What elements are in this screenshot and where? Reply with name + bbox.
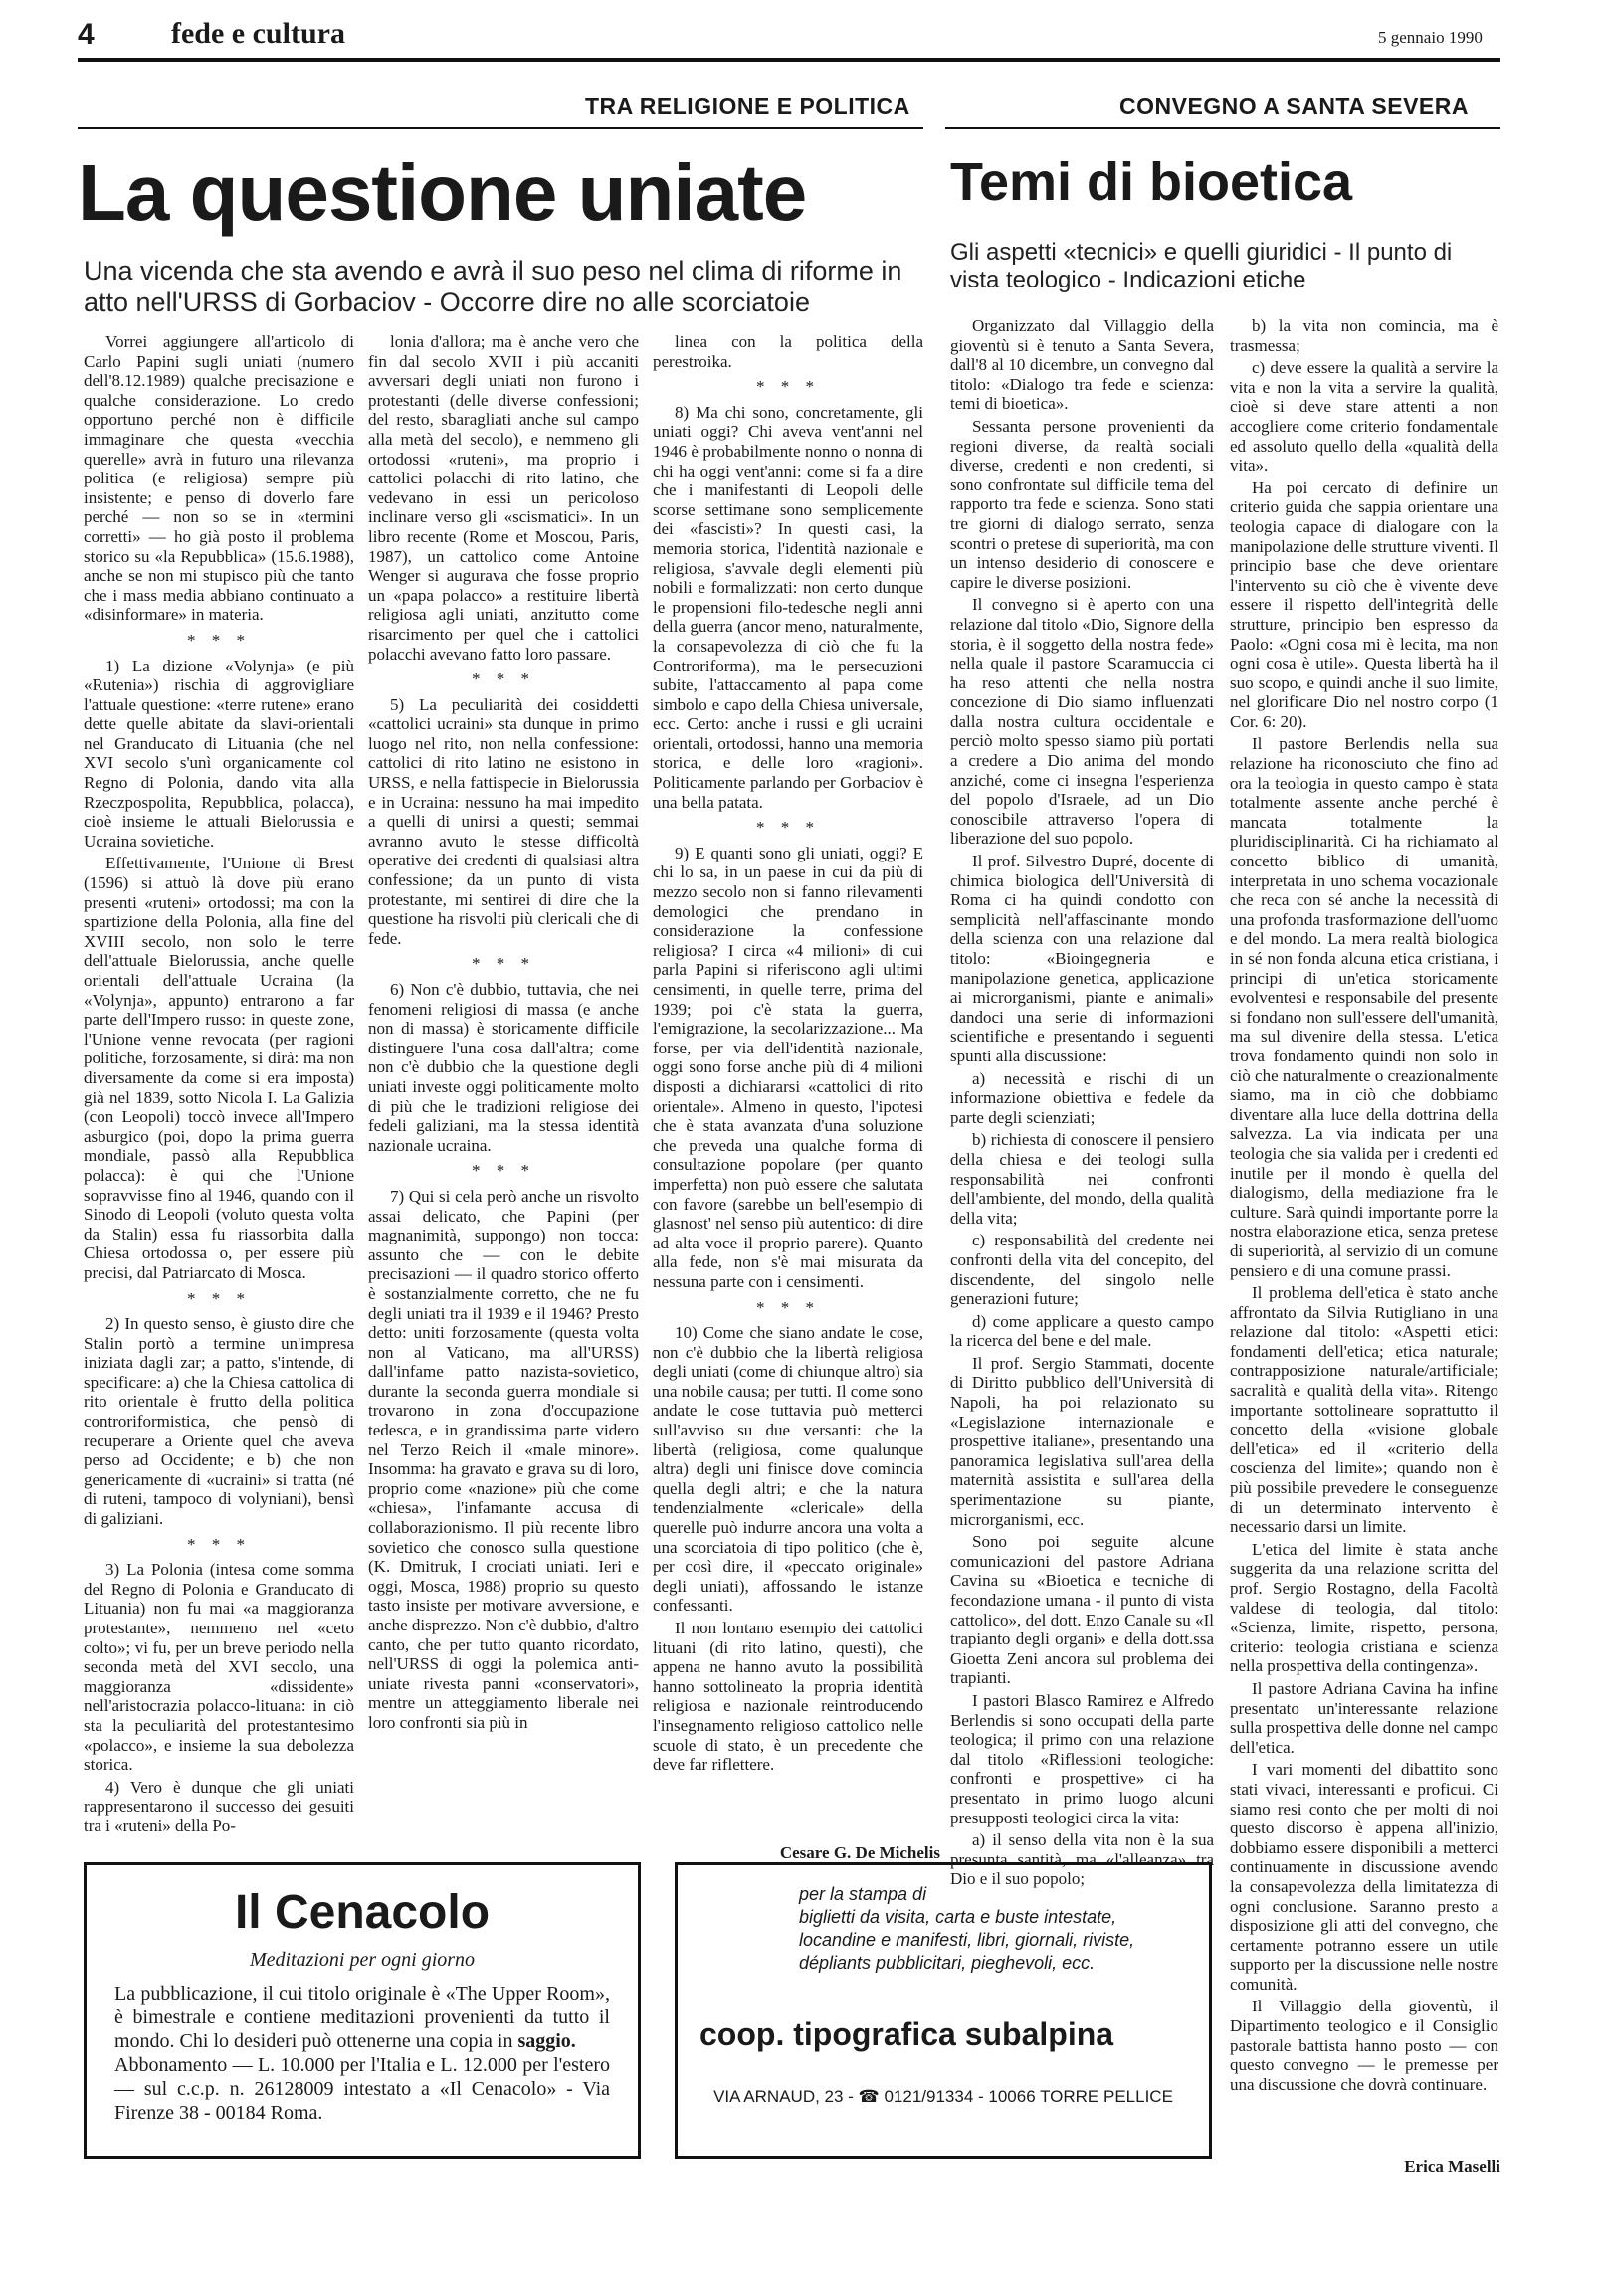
ad-cenacolo-subscription: Abbonamento — L. 10.000 per l'Italia e L. 12.000 per l'estero — sul c.c.p. n. 26128009 intestato a «Il Cenacolo» - Via Firenze 38 - 00184 Roma. — [114, 2054, 610, 2124]
paragraph: Sono poi seguite alcune comunicazioni del pastore Adriana Cavina su «Bioetica e tecniche di fecondazione umana - il punto di vista cattolico», del dott. Enzo Canale su «Il trapianto degli organi» e della dott.ssa Gioetta Zeni ancora sul problema dei trapianti. — [950, 1532, 1214, 1688]
paragraph: I pastori Blasco Ramirez e Alfredo Berlendis si sono occupati della parte teologica; il primo con una relazione dal titolo «Riflessioni teologiche: confronti e prospettive» ci ha presentato in primo luogo alcuni presupposti teologici circa la vita: — [950, 1690, 1214, 1827]
ad-tipografia-name: coop. tipografica subalpina — [699, 2016, 1114, 2052]
left-column-2 — [368, 332, 639, 1854]
paragraph: L'etica del limite è stata anche suggerita da una relazione scritta del prof. Sergio Rostagno, della Facoltà valdese di teologia, dal titolo: «Scienza, limite, rispetto, persona, criterio: teologia cristiana e scienza nella prospettiva della contingenza». — [1230, 1539, 1498, 1676]
section-separator: * * * — [187, 1288, 251, 1308]
paragraph: 5) La peculiarità dei cosiddetti «cattolici ucraini» sta dunque in primo luogo nel rito, non nella confessione: cattolici di rito latino ne esistono in URSS, e nella fattispecie in Bielorussia e in Ucraina: nessuno ha mai impedito a quelli di unirsi a questi; semmai avranno avuto le stesse difficoltà operative dei credenti di qualsiasi altra confessione; da un punto di vista protestante, mi sentirei di dire che la questione ha risvolti più clericali che di fede. — [368, 694, 639, 948]
right-column-2 — [1230, 316, 1498, 2296]
paragraph: I vari momenti del dibattito sono stati vivaci, interessanti e proficui. Ci siamo resi conto che per molti di noi questo discorso è appena all'inizio, dobbiamo essere disponibili a metterci continuamente in discussione avendo la consapevolezza della limitatezza di ogni conclusione. Saranno presto a disposizione gli atti del convegno, che certamente potranno essere un utile supporto per la discussione nelle nostre comunità. — [1230, 1760, 1498, 1994]
right-signature: Erica Maselli — [1404, 2157, 1500, 2176]
paragraph: Il convegno si è aperto con una relazione dal titolo «Dio, Signore della storia, è il soggetto della nostra fede» nella quale il pastore Scaramuccia ci ha reso attenti che nella nostra concezione di Dio siamo influenzati dalla nostra cultura occidentale e perciò molto spesso siamo più portati a credere a Dio anima del mondo anziché, come ci insegna l'esperienza del popolo d'Israele, ad un Dio conoscibile attraverso l'opera di liberazione del suo popolo. — [950, 595, 1214, 849]
paragraph: lonia d'allora; ma è anche vero che fin dal secolo XVII i più accaniti avversari degli uniati non furono i protestanti (delle diverse confessioni; del resto, sbaragliati anche sul campo alla metà del secolo), e nemmeno gli ortodossi «ruteni», ma proprio i cattolici polacchi di rito latino, che vedevano in essi un pericoloso inclinare verso gli «scismatici». In un libro recente (Rome et Moscou, Paris, 1987), un cattolico come Antoine Wenger si augurava che fosse proprio un «papa polacco» a restituire libertà religiosa agli uniati, anzitutto come risarcimento per quel che i cattolici polacchi avevano fatto loro passare. — [368, 332, 639, 664]
section-separator: * * * — [187, 1534, 251, 1554]
paragraph: Il pastore Adriana Cavina ha infine presentato un'interessante relazione sulla prospettiva delle donne nel campo dell'etica. — [1230, 1678, 1498, 1757]
section-separator: * * * — [756, 818, 820, 838]
ad-cenacolo-saggio: saggio. — [517, 2030, 576, 2052]
paragraph: 10) Come che siano andate le cose, non c'è dubbio che la libertà religiosa degli uniati (come di chiunque altro) sia una nobile causa; per tutti. Il come sono andate le cose tuttavia può metterci sull'avviso su due versanti: che la libertà (religiosa, come qualunque altra) degli uni finisce dove comincia quella degli altri; e che la natura tendenzialmente «clericale» della querelle può indurre ancora una volta a una scorciatoia di tipo politico (che è, per così dire, il «peccato originale» degli uniati), affossando le istanze confessanti. — [653, 1323, 923, 1616]
left-kicker-rule — [78, 127, 923, 129]
paragraph: 2) In questo senso, è giusto dire che Stalin portò a termine un'impresa iniziata dagli zar; a patto, s'intende, di specificare: a) che la Chiesa cattolica di rito orientale è frutto della politica controriformistica, che pensò di recuperare a Oriente quel che aveva perso ad Occidente; e b) che non genericamente di «ucraini» si tratta (né di ruteni, tampoco di volyniani), bensì di galiziani. — [84, 1314, 354, 1529]
section-separator: * * * — [472, 1161, 535, 1181]
paragraph: b) richiesta di conoscere il pensiero della chiesa e dei teologi sulla responsabilità nei confronti dell'ambiente, del mondo, della qualità della vita; — [950, 1130, 1214, 1228]
section-separator: * * * — [756, 1297, 820, 1317]
left-column-1 — [84, 332, 354, 1854]
issue-date: 5 gennaio 1990 — [1378, 28, 1483, 47]
paragraph: 3) La Polonia (intesa come somma del Regno di Polonia e Granducato di Lituania) non fu mai «a maggioranza protestante», nemmeno nel «ceto colto»; vi fu, per un breve periodo nella seconda metà del XVI secolo, una maggioranza «dissidente» nell'aristocrazia polacco-lituana: in ciò sta la peculiarità del protestantesimo «polacco», e insieme la sua debolezza storica. — [84, 1560, 354, 1775]
ad-tipografia-line: per la stampa di — [799, 1884, 927, 1904]
paragraph: Il non lontano esempio dei cattolici lituani (di rito latino, questi), che appena ne hanno avuto la possibilità hanno sottolineato la propria identità religiosa e nazionale reintroducendo l'insegnamento religioso cattolico nelle scuole di stato, è un precedente che deve far riflettere. — [653, 1619, 923, 1775]
ad-tipografia-line: dépliants pubblicitari, pieghevoli, ecc. — [799, 1953, 1096, 1973]
left-subtitle: Una vicenda che sta avendo e avrà il suo peso nel clima di riforme in atto nell'URSS di Gorbaciov - Occorre dire no alle scorciatoie — [84, 256, 902, 317]
paragraph: Il Villaggio della gioventù, il Dipartimento teologico e il Consiglio pastorale battista hanno posto — con questo convegno — le premesse per una discussione che dovrà continuare. — [1230, 1997, 1498, 2094]
section-name: fede e cultura — [171, 17, 345, 50]
ad-tipografia-services — [799, 1883, 1187, 1975]
section-separator: * * * — [472, 670, 535, 689]
ad-tipografia-address: VIA ARNAUD, 23 - ☎ 0121/91334 - 10066 TORRE PELLICE — [713, 2087, 1173, 2106]
ad-cenacolo-title: Il Cenacolo — [234, 1886, 491, 1939]
ad-cenacolo-tagline: Meditazioni per ogni giorno — [249, 1949, 476, 1971]
right-column-1 — [950, 316, 1214, 1889]
paragraph: Il problema dell'etica è stato anche affrontato da Silvia Rutigliano in una relazione dal titolo: «Aspetti etici: fondamenti dell'etica; etica naturale; contrapposizione naturale/artificiale; sacralità e qualità della vita». Ritengo importante sottolineare soprattutto il concetto della «visione globale dell'etica» ed il «criterio della coscienza del limite»; quando non è più possibile prevedere le conseguenze di un determinato intervento è necessario darsi un limite. — [1230, 1283, 1498, 1537]
right-subtitle: Gli aspetti «tecnici» e quelli giuridici - Il punto di vista teologico - Indicazioni etiche — [950, 239, 1453, 293]
section-separator: * * * — [187, 630, 251, 650]
left-kicker: TRA RELIGIONE E POLITICA — [585, 94, 910, 119]
paragraph: 4) Vero è dunque che gli uniati rappresentarono il successo dei gesuiti tra i «ruteni» della Po- — [84, 1777, 354, 1835]
left-signature: Cesare G. De Michelis — [779, 1843, 940, 1862]
right-kicker: CONVEGNO A SANTA SEVERA — [1119, 94, 1469, 119]
ad-cenacolo-intro: La pubblicazione, il cui titolo originale è «The Upper Room», è bimestrale e contiene meditazioni provenienti da tutto il mondo. Chi lo desideri può ottenerne una copia in — [114, 1983, 610, 2052]
paragraph: 9) E quanti sono gli uniati, oggi? E chi lo sa, in un paese in cui da più di mezzo secolo non si fanno rilevamenti demologici che prendano in considerazione la confessione religiosa? I circa «4 milioni» di cui parla Papini si riferiscono agli ultimi censimenti, in quelle terre, prima del 1939; poi c'è stata la guerra, l'emigrazione, la secolarizzazione... Ma forse, per via dell'identità nazionale, oggi sono forse anche più di 4 milioni disposti a dichiararsi «cattolici di rito orientale». Almeno in questo, l'ipotesi che è stata avanzata d'una soluzione che preveda una qualche forma di consultazione popolare (per quanto imperfetta) non può essere che salutata con favore (sarebbe un bell'esempio di glasnost' nel senso più autentico: di dire ad alta voce il proprio parere). Quanto alla fede, non s'è mai misurata da nessuna parte con i censimenti. — [653, 843, 923, 1291]
right-kicker-rule — [945, 127, 1500, 129]
ad-tipografia — [675, 1862, 1212, 2159]
paragraph: c) deve essere la qualità a servire la vita e non la vita a servire la qualità, cioè si deve stare attenti a non accogliere come criterio fondamentale ed assoluto quello della «qualità della vita». — [1230, 358, 1498, 476]
paragraph: d) come applicare a questo campo la ricerca del bene e del male. — [950, 1311, 1214, 1351]
section-separator: * * * — [472, 954, 535, 974]
paragraph: Il prof. Sergio Stammati, docente di Diritto pubblico dell'Università di Napoli, ha poi relazionato su «Legislazione internazionale e prospettive italiane», presentando una panoramica legislativa sull'area della maternità assistita e sull'area della sperimentazione su piante, microrganismi, ecc. — [950, 1353, 1214, 1529]
ad-cenacolo-body — [114, 1982, 610, 2125]
paragraph: a) necessità e rischi di un informazione obiettiva e fedele da parte degli scienziati; — [950, 1068, 1214, 1127]
paragraph: Vorrei aggiungere all'articolo di Carlo Papini sugli uniati (numero dell'8.12.1989) qualche precisazione e qualche considerazione. Lo credo opportuno perché non è difficile immaginare che questa «vecchia querelle» avrà in futuro una rilevanza politica (e religiosa) sempre più insistente; e penso di doverlo fare perché — non so se in «termini corretti» — ho già posto il problema storico su «la Repubblica» (15.6.1988), anche se non mi stupisco più che tanto che i mass media abbiano continuato a «disinformare» in materia. — [84, 332, 354, 625]
paragraph: 7) Qui si cela però anche un risvolto assai delicato, che Papini (per magnanimità, suppongo) non tocca: assunto che — con le debite precisazioni — il quadro storico offerto è sostanzialmente corretto, che ne fu degli uniati tra il 1939 e il 1946? Presto detto: uniti forzosamente (questa volta non al Vaticano, ma all'URSS) dall'infame patto nazista-sovietico, durante la seconda guerra mondiale si trovarono in zona d'occupazione tedesca, e in grandissima parte videro nel Terzo Reich il «male minore». Insomma: ha gravato e grava su di loro, proprio come «nazione» più che come «chiesa», l'infamante accusa di collaborazionismo. Il più recente libro sovietico che conosco sulla questione (K. Dmitruk, I crociati uniati. Ieri e oggi, Mosca, 1988) proprio su questo tasto insiste per motivare avversione, e anche disprezzo. Non c'è dubbio, d'altro canto, che per tutto quanto ricordato, nell'URSS di oggi la polemica anti-uniate rivesta panni «conservatori», mentre un atteggiamento liberale nei loro confronti sia più in — [368, 1186, 639, 1732]
paragraph: Il pastore Berlendis nella sua relazione ha riconosciuto che fino ad ora la teologia in questo campo è stata totalmente assente anche perché è mancata totalmente la pluridisciplinarità. Ci ha richiamato al concetto biblico di umanità, interpretata in uno schema vocazionale che reca con sé anche la necessità di una profonda trasformazione dell'uomo e del mondo. La mera realtà biologica in sé non fonda alcuna etica cristiana, i principi di un'etica storicamente evolventesi e responsabile del presente si fondano non sull'essere dell'umanità, ma sul divenire della stessa. L'etica trova fondamento quindi non solo in ciò che naturalmente o creazionalmente siamo, ma in ciò che dobbiamo diventare alla luce della dottrina della salvezza. La via indicata per una teologia che sia valida per i credenti ed inutile per il mondo è quella del dialogismo, della mediazione fra le culture. Sarà quindi importante porre la nostra elaborazione etica, senza pretese di superiorità, al servizio di un comune pensiero e di una comune prassi. — [1230, 734, 1498, 1280]
left-title: La questione uniate — [78, 148, 807, 237]
ad-tipografia-line: biglietti da visita, carta e buste intestate, — [799, 1907, 1117, 1927]
paragraph: Sessanta persone provenienti da regioni diverse, da realtà sociali diverse, credenti e non credenti, si sono confrontate sul difficile tema del rapporto tra fede e scienza. Sono stati tre giorni di dialogo serrato, senza scontri o pretese di superiorità, ma con un intenso desiderio di conoscere e capire le diverse posizioni. — [950, 416, 1214, 592]
page-number: 4 — [78, 18, 95, 51]
paragraph: 8) Ma chi sono, concretamente, gli uniati oggi? Chi aveva vent'anni nel 1946 è probabilmente nonno o nonna di chi ha oggi vent'anni: come si fa a dire che i manifestanti di Leopoli delle scorse settimane sono semplicemente dei «fascisti»? In questi casi, la memoria storica, l'identità nazionale e religiosa, s'avvale degli elementi più nobili e formalizzati: non certo dunque le propensioni filo-tedesche negli anni della guerra (ancor meno, naturalmente, la consapevolezza di ciò che fu la Controriforma), ma le persecuzioni subite, l'attaccamento al papa come simbolo e capo della Chiesa universale, ecc. Certo: anche i russi e gli ucraini orientali, ortodossi, hanno una memoria storica, e delle loro «ragioni». Politicamente parlando per Gorbaciov è una bella patata. — [653, 402, 923, 812]
left-column-3 — [653, 332, 923, 1854]
ad-tipografia-line: locandine e manifesti, libri, giornali, riviste, — [799, 1930, 1135, 1950]
paragraph: c) responsabilità del credente nei confronti della vita del concepito, del discendente, del singolo nelle generazioni future; — [950, 1231, 1214, 1309]
masthead-rule — [78, 58, 1500, 62]
right-title: Temi di bioetica — [950, 152, 1353, 212]
ad-cenacolo — [84, 1862, 641, 2159]
paragraph: Il prof. Silvestro Dupré, docente di chimica biologica dell'Università di Roma ci ha quindi condotto con semplicità nell'affascinante mondo della scienza con una relazione dal titolo: «Bioingegneria e manipolazione genetica, applicazione ai microrganismi, piante e animali» dandoci una serie di informazioni scientifiche e presentando i seguenti spunti alla discussione: — [950, 852, 1214, 1065]
paragraph: b) la vita non comincia, ma è trasmessa; — [1230, 316, 1498, 355]
paragraph: Organizzato dal Villaggio della gioventù si è tenuto a Santa Severa, dall'8 al 10 dicembre, un convegno dal titolo: «Dialogo tra fede e scienza: temi di bioetica». — [950, 316, 1214, 414]
paragraph: Ha poi cercato di definire un criterio guida che sappia orientare una teologia capace di dialogare con la manipolazione delle strutture viventi. Il principio base che deve orientare l'intervento su ciò che è vivente deve essere il rispetto dell'integrità delle strutture, principio ben espresso da Paolo: «Ogni cosa mi è lecita, ma non ogni cosa è utile». Questa libertà ha il suo scopo, e quindi anche il suo limite, nel glorificare Dio nel nostro corpo (1 Cor. 6: 20). — [1230, 478, 1498, 731]
paragraph: Effettivamente, l'Unione di Brest (1596) si attuò là dove più erano presenti «ruteni» ortodossi; ma con la spartizione della Polonia, alla fine del XVIII secolo, non solo le terre dell'attuale Bielorussia, anche quelle orientali dell'attuale Ucraina (la «Volynja», appunto) entrarono a far parte dell'Impero russo: in queste zone, l'Unione venne revocata (per ragioni politiche, forzosamente, si dirà: ma non diversamente da come si era imposta) già nel 1839, sotto Nicola I. La Galizia (con Leopoli) toccò invece all'Impero asburgico (poi, dopo la prima guerra mondiale, passò alla Repubblica polacca): è qui che l'Unione sopravvisse fino al 1946, quando con il Sinodo di Leopoli (voluto questa volta da Stalin) essa fu riassorbita dalla Chiesa ortodossa o, per essere più precisi, dal Patriarcato di Mosca. — [84, 854, 354, 1282]
paragraph: linea con la politica della perestroika. — [653, 332, 923, 371]
paragraph: 1) La dizione «Volynja» (e più «Rutenia») rischia di aggrovigliare l'attuale questione: «terre rutene» erano dette quelle abitate da slavi-orientali nel Granducato di Lituania (che nel XVI secolo s'unì organicamente col Regno di Polonia, dando vita alla Rzeczpospolita, Repubblica, polacca), cioè insieme le attuali Bielorussia e Ucraina sovietiche. — [84, 656, 354, 851]
paragraph: a) il senso della vita non è la sua presunta santità, ma «l'alleanza» tra Dio e il suo popolo; — [950, 1830, 1214, 1889]
section-separator: * * * — [756, 377, 820, 397]
paragraph: 6) Non c'è dubbio, tuttavia, che nei fenomeni religiosi di massa (e anche non di massa) è storicamente difficile distinguere l'una cosa dall'altra; come non c'è dubbio che la questione degli uniati investe oggi politicamente molto di più che le tradizioni religiose dei fedeli galiziani, ma la stessa identità nazionale ucraina. — [368, 980, 639, 1155]
